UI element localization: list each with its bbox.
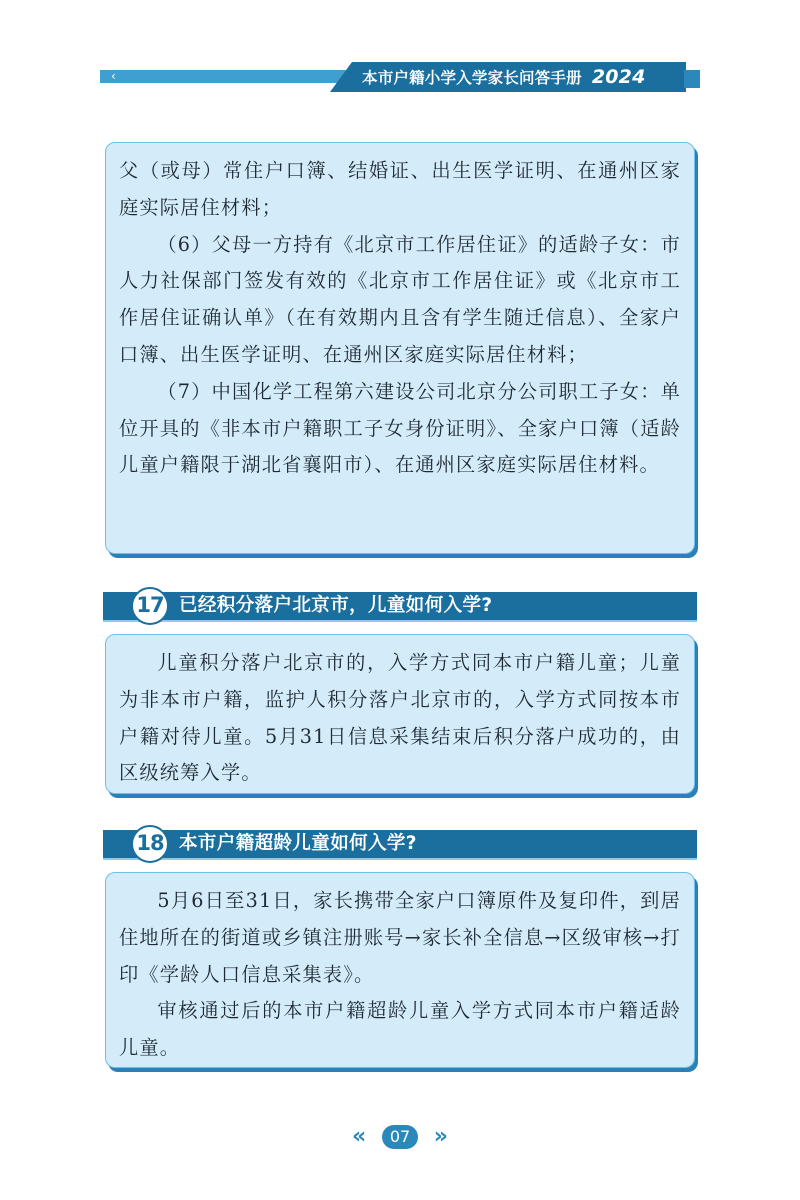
question-heading-18 (103, 830, 697, 858)
paragraph: 5月6日至31日，家长携带全家户口簿原件及复印件，到居住地所在的街道或乡镇注册账号→家长补全信息→区级审核→打印《学龄人口信息采集表》。 (119, 889, 681, 986)
question-title: 已经积分落户北京市，儿童如何入学? (179, 595, 493, 616)
double-chevron-left-icon: « (352, 1124, 361, 1149)
paragraph: 父（或母）常住户口簿、结婚证、出生医学证明、在通州区家庭实际居住材料； (119, 159, 681, 219)
answer-box-18 (105, 872, 695, 1068)
header-year: 2024 (591, 66, 646, 88)
page-header (100, 62, 700, 92)
chevron-left-icon: ‹ (111, 69, 116, 83)
answer-box-17 (105, 634, 695, 794)
paragraph: （7）中国化学工程第六建设公司北京分公司职工子女：单位开具的《非本市户籍职工子女身份证明》、全家户口簿（适龄儿童户籍限于湖北省襄阳市）、在通州区家庭实际居住材料。 (119, 379, 681, 477)
header-title-text: 本市户籍小学入学家长问答手册 (362, 69, 582, 87)
header-title (362, 62, 646, 92)
question-title: 本市户籍超龄儿童如何入学? (179, 833, 417, 854)
header-left-stripe (100, 70, 352, 83)
header-tail-decoration (684, 70, 700, 88)
question-number-badge: 17 (131, 587, 169, 625)
page-number (350, 1124, 450, 1150)
question-heading-17 (103, 592, 697, 620)
page-number-label: 07 (382, 1125, 418, 1149)
double-chevron-right-icon: » (433, 1124, 442, 1149)
question-number-badge: 18 (131, 825, 169, 863)
paragraph: （6）父母一方持有《北京市工作居住证》的适龄子女：市人力社保部门签发有效的《北京市工作居住证》或《北京市工作居住证确认单》（在有效期内且含有学生随迁信息）、全家户口簿、出生医学证明、在通州区家庭实际居住材料； (119, 232, 681, 366)
content-box-continuation (105, 142, 695, 554)
paragraph: 审核通过后的本市户籍超龄儿童入学方式同本市户籍适龄儿童。 (119, 999, 681, 1060)
paragraph: 儿童积分落户北京市的，入学方式同本市户籍儿童；儿童为非本市户籍，监护人积分落户北京市的，入学方式同按本市户籍对待儿童。5月31日信息采集结束后积分落户成功的，由区级统筹入学。 (119, 651, 681, 785)
